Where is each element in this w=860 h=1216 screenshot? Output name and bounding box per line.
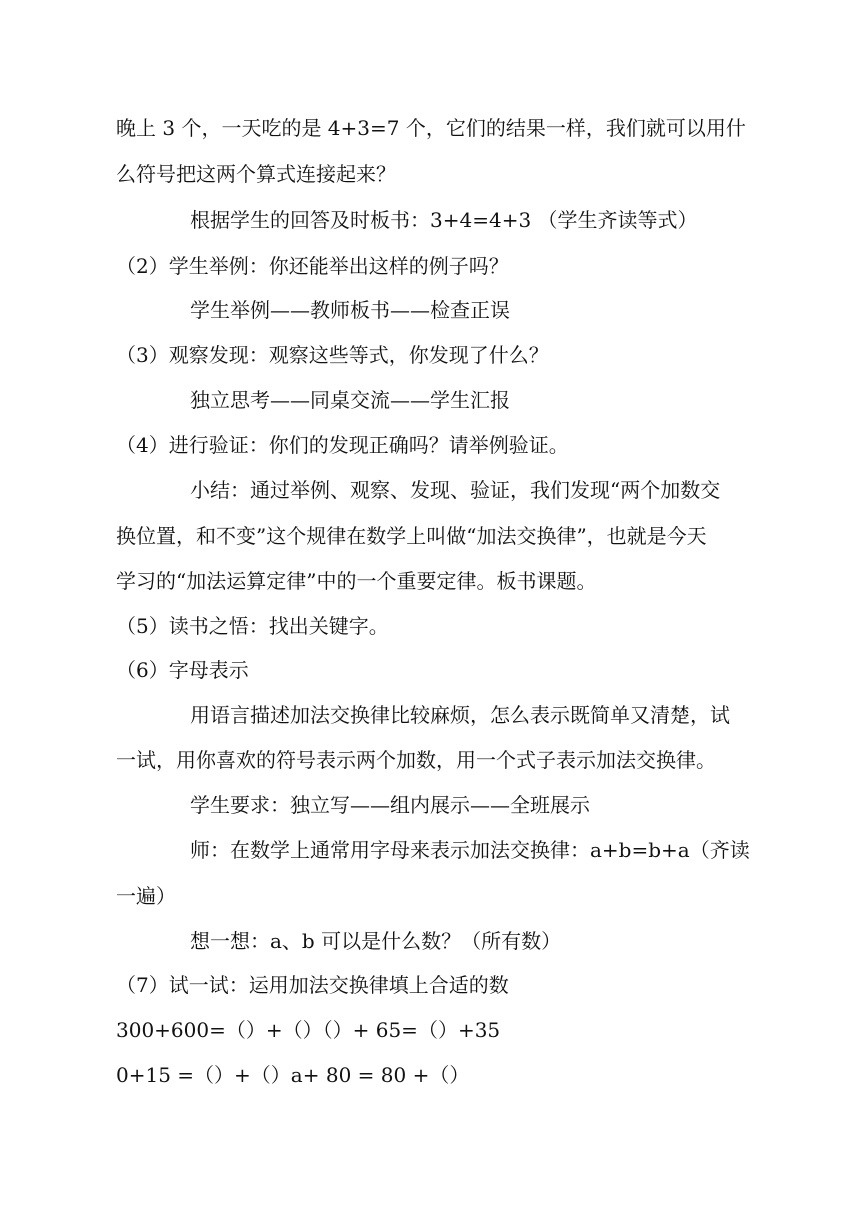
text-line: 用语言描述加法交换律比较麻烦，怎么表示既简单又清楚，试 (190, 703, 730, 727)
text-line: 300+600=（）+（）（）+ 65=（）+35 (116, 1018, 501, 1042)
text-line: （2）学生举例：你还能举出这样的例子吗？ (116, 254, 509, 278)
text-line: 独立思考——同桌交流——学生汇报 (190, 388, 510, 412)
text-line: 换位置，和不变”这个规律在数学上叫做“加法交换律”，也就是今天 (116, 524, 707, 548)
text-line: （6）字母表示 (116, 658, 249, 682)
text-line: 学生要求：独立写——组内展示——全班展示 (190, 793, 590, 817)
text-line: （3）观察发现：观察这些等式，你发现了什么？ (116, 343, 549, 367)
text-line: （7）试一试：运用加法交换律填上合适的数 (116, 973, 509, 997)
text-line: （4）进行验证：你们的发现正确吗？请举例验证。 (116, 433, 569, 457)
text-line: 晚上 3 个，一天吃的是 4+3=7 个，它们的结果一样，我们就可以用什 (116, 116, 746, 140)
text-line: 一试，用你喜欢的符号表示两个加数，用一个式子表示加法交换律。 (116, 748, 716, 772)
text-line: （5）读书之悟：找出关键字。 (116, 614, 389, 638)
text-line: 小结：通过举例、观察、发现、验证，我们发现“两个加数交 (190, 478, 721, 502)
text-line: 么符号把这两个算式连接起来？ (116, 162, 396, 186)
text-line: 学生举例——教师板书——检查正误 (190, 298, 510, 322)
text-line: 想一想：a、b 可以是什么数？（所有数） (190, 929, 562, 953)
text-line: 学习的“加法运算定律”中的一个重要定律。板书课题。 (116, 569, 597, 593)
text-line: 一遍） (116, 884, 176, 908)
text-line: 根据学生的回答及时板书：3+4=4+3 （学生齐读等式） (190, 208, 698, 232)
text-line: 师：在数学上通常用字母来表示加法交换律：a+b=b+a（齐读 (190, 838, 750, 862)
text-line: 0+15 =（）+（）a+ 80 = 80 +（） (116, 1063, 470, 1087)
